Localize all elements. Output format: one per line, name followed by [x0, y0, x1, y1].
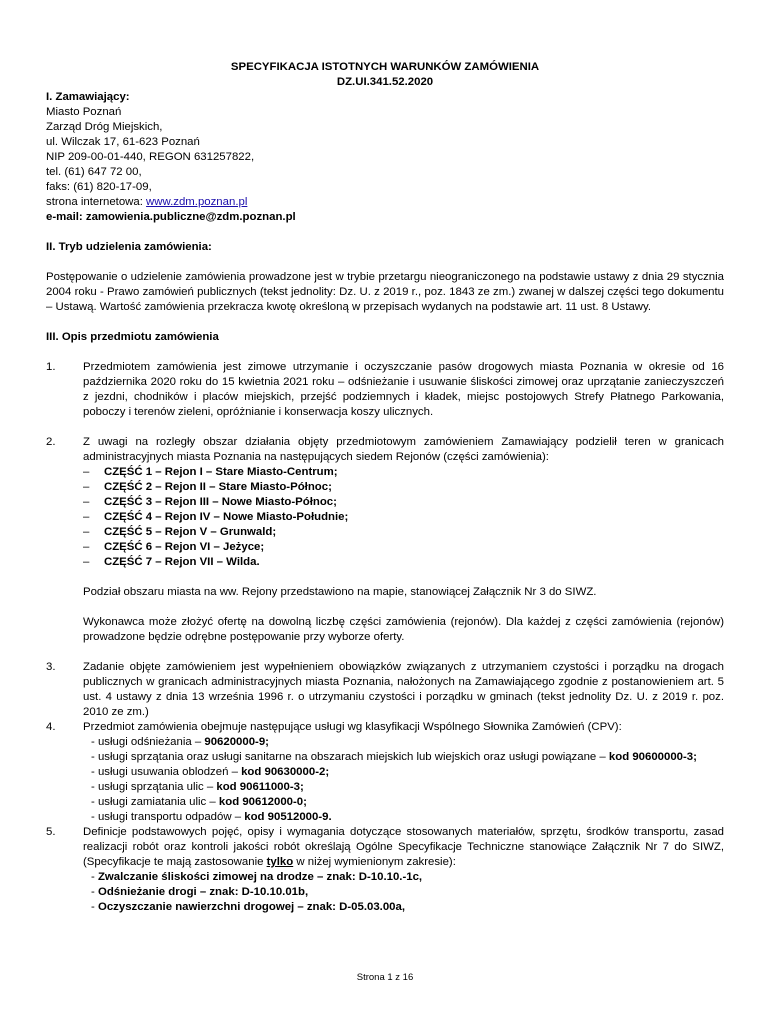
address-line: Zarząd Dróg Miejskich,: [46, 121, 163, 133]
spec-label: Zwalczanie śliskości zimowej na drodze – znak: D-10.10.-1c,: [97, 871, 423, 883]
service-code: kod 90600000-3;: [608, 751, 697, 763]
part-label: CZĘŚĆ 4 – Rejon IV – Nowe Miasto-Południe;: [104, 511, 349, 523]
service-label: usługi sprzątania oraz usługi sanitarne na obszarach miejskich lub wiejskich oraz usługi powiązane –: [97, 751, 609, 763]
bullet-mark: -: [91, 796, 95, 808]
emphasis-word: tylko: [266, 856, 294, 868]
service-code: kod 90612000-0;: [218, 796, 307, 808]
spec-item: [46, 870, 724, 885]
spec-item: [46, 900, 724, 915]
map-note: Podział obszaru miasta na ww. Rejony przedstawiono na mapie, stanowiącej Załącznik Nr 3 do SIWZ.: [83, 586, 597, 598]
spec-label: Oczyszczanie nawierzchni drogowej – znak: D-05.03.00a,: [97, 901, 405, 913]
page-number: Strona 1 z 16: [356, 972, 414, 983]
service-code: kod 90611000-3;: [216, 781, 304, 793]
cpv-service: [46, 765, 724, 780]
mode-heading: II. Tryb udzielenia zamówienia:: [46, 241, 212, 253]
address-line: NIP 209-00-01-440, REGON 631257822,: [46, 151, 255, 163]
dash-mark: –: [83, 466, 90, 478]
item-number: 5.: [46, 826, 56, 838]
dash-mark: –: [83, 541, 90, 553]
bullet-mark: -: [91, 871, 95, 883]
service-label: usługi sprzątania ulic –: [97, 781, 217, 793]
address-line: ul. Wilczak 17, 61-623 Poznań: [46, 136, 200, 148]
bullet-mark: -: [91, 901, 95, 913]
website-line: [46, 195, 724, 210]
address-line: faks: (61) 820-17-09,: [46, 181, 152, 193]
part-item: [46, 480, 724, 495]
dash-mark: –: [83, 511, 90, 523]
ordering-party-heading: I. Zamawiający:: [46, 91, 130, 103]
item-2: [46, 435, 724, 465]
item-text: Definicje podstawowych pojęć, opisy i wymagania dotyczące stosowanych materiałów, sprzętu, środków transportu, zasad realizacji robót oraz kontroli jakości robót określają Ogólne Specyfikacje Techniczne stanowiące Załącznik Nr 7 do SIWZ, (Specyfikacje te mają zastosowanie: [83, 826, 724, 868]
email-line: e-mail: zamowienia.publiczne@zdm.poznan.pl: [46, 211, 296, 223]
part-item: [46, 510, 724, 525]
offer-note: Wykonawca może złożyć ofertę na dowolną liczbę części zamówienia (rejonów). Dla każdej z części zamówienia (rejonów) prowadzone będzie odrębne postępowanie przy wyborze oferty.: [83, 616, 724, 643]
cpv-service: [46, 735, 724, 750]
part-item: [46, 555, 724, 570]
part-label: CZĘŚĆ 3 – Rejon III – Nowe Miasto-Północ;: [104, 496, 337, 508]
spec-item: [46, 885, 724, 900]
item-5: [46, 825, 724, 870]
part-label: CZĘŚĆ 6 – Rejon VI – Jeżyce;: [104, 541, 265, 553]
item-number: 1.: [46, 361, 56, 373]
bullet-mark: -: [91, 781, 95, 793]
service-label: usługi transportu odpadów –: [97, 811, 245, 823]
document-number: DZ.UI.341.52.2020: [336, 76, 434, 88]
service-code: kod 90630000-2;: [241, 766, 330, 778]
website-link[interactable]: www.zdm.poznan.pl: [146, 196, 248, 208]
document-title: SPECYFIKACJA ISTOTNYCH WARUNKÓW ZAMÓWIENIA: [230, 61, 540, 73]
service-label: usługi zamiatania ulic –: [97, 796, 219, 808]
item-text: Przedmiot zamówienia obejmuje następujące usługi wg klasyfikacji Wspólnego Słownika Zamówień (CPV):: [83, 721, 622, 733]
bullet-mark: -: [91, 766, 95, 778]
part-item: [46, 525, 724, 540]
item-text: Przedmiotem zamówienia jest zimowe utrzymanie i oczyszczanie pasów drogowych miasta Poznania w okresie od 16 października 2020 roku do 15 kwietnia 2021 roku – odśnieżanie i usuwanie śliskości zimowej oraz uprzątanie zanieczyszczeń z jezdni, chodników i placów miejskich, przejść podziemnych i kładek, miejsc postojowych Strefy Płatnego Parkowania, poboczy i terenów zieleni, opróżnianie i konserwacja koszy ulicznych.: [83, 361, 724, 418]
dash-mark: –: [83, 556, 90, 568]
cpv-service: [46, 750, 724, 765]
bullet-mark: -: [91, 811, 95, 823]
bullet-mark: -: [91, 751, 95, 763]
dash-mark: –: [83, 481, 90, 493]
service-code: kod 90512000-9.: [244, 811, 332, 823]
bullet-mark: -: [91, 886, 95, 898]
item-number: 4.: [46, 721, 56, 733]
item-number: 2.: [46, 436, 56, 448]
item-text: Z uwagi na rozległy obszar działania objęty przedmiotowym zamówieniem Zamawiający podzielił teren w granicach administracyjnych miasta Poznania na następujących siedem Rejonów (części zamówienia):: [83, 436, 724, 463]
item-number: 3.: [46, 661, 56, 673]
part-label: CZĘŚĆ 7 – Rejon VII – Wilda.: [104, 556, 260, 568]
cpv-service: [46, 780, 724, 795]
description-heading: III. Opis przedmiotu zamówienia: [46, 331, 219, 343]
part-item: [46, 495, 724, 510]
part-item: [46, 465, 724, 480]
part-item: [46, 540, 724, 555]
part-label: CZĘŚĆ 5 – Rejon V – Grunwald;: [104, 526, 277, 538]
bullet-mark: -: [91, 736, 95, 748]
mode-paragraph: Postępowanie o udzielenie zamówienia prowadzone jest w trybie przetargu nieograniczonego na podstawie ustawy z dnia 29 stycznia 2004 roku - Prawo zamówień publicznych (tekst jednolity: Dz. U. z 2019 r., poz. 1843 ze zm.) zwanej w dalszej części tego dokumentu – Ustawą. Wartość zamówienia przekracza kwotę określoną w przepisach wydanych na podstawie art. 11 ust. 8 Ustawy.: [46, 271, 724, 313]
dash-mark: –: [83, 526, 90, 538]
address-line: tel. (61) 647 72 00,: [46, 166, 142, 178]
item-4: [46, 720, 724, 735]
part-label: CZĘŚĆ 2 – Rejon II – Stare Miasto-Północ;: [104, 481, 332, 493]
service-code: 90620000-9;: [204, 736, 269, 748]
part-label: CZĘŚĆ 1 – Rejon I – Stare Miasto-Centrum;: [104, 466, 338, 478]
item-3: [46, 660, 724, 720]
service-label: usługi odśnieżania –: [97, 736, 205, 748]
address-line: Miasto Poznań: [46, 106, 122, 118]
document-page: [46, 60, 724, 915]
dash-mark: –: [83, 496, 90, 508]
cpv-service: [46, 810, 724, 825]
item-text-tail: w niżej wymienionym zakresie):: [293, 856, 456, 868]
website-label: strona internetowa:: [46, 196, 147, 208]
service-label: usługi usuwania oblodzeń –: [97, 766, 242, 778]
cpv-service: [46, 795, 724, 810]
item-text: Zadanie objęte zamówieniem jest wypełnieniem obowiązków związanych z utrzymaniem czystości i porządku na drogach publicznych w granicach administracyjnych miasta Poznania, nałożonych na Zamawiającego zgodnie z postanowieniem art. 5 ust. 4 ustawy z dnia 13 września 1996 r. o utrzymaniu czystości i porządku w gminach (tekst jednolity Dz. U. z 2019 r. poz. 2010 ze zm.): [83, 661, 724, 718]
spec-label: Odśnieżanie drogi – znak: D-10.10.01b,: [97, 886, 309, 898]
item-1: [46, 360, 724, 420]
